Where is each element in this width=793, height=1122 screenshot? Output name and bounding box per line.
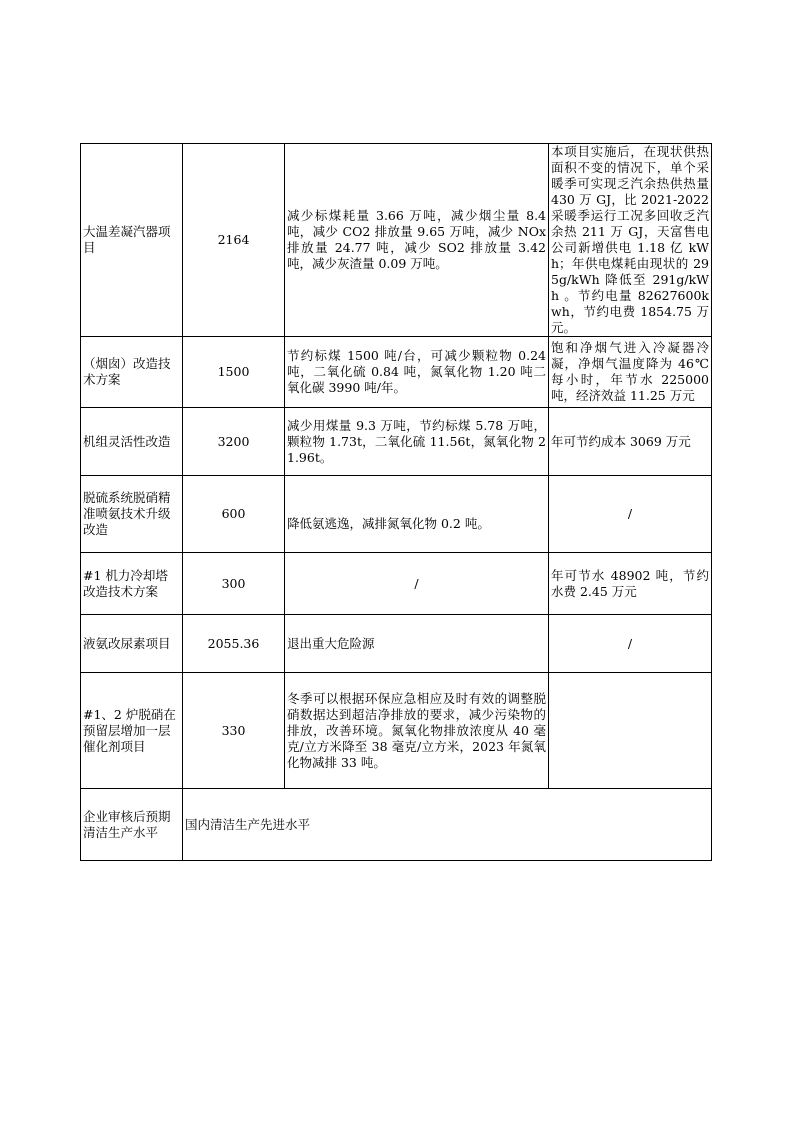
project-name: #1、2 炉脱硝在预留层增加一层催化剂项目 [81, 673, 183, 789]
table-row [81, 144, 712, 337]
investment-value: 3200 [183, 408, 285, 476]
summary-value: 国内清洁生产先进水平 [183, 789, 712, 861]
investment-value: 2055.36 [183, 615, 285, 673]
project-name: 液氨改尿素项目 [81, 615, 183, 673]
economic-benefit: 年可节水 48902 吨，节约水费 2.45 万元 [549, 553, 712, 615]
project-name: #1 机力冷却塔改造技术方案 [81, 553, 183, 615]
investment-value: 300 [183, 553, 285, 615]
project-name: 机组灵活性改造 [81, 408, 183, 476]
environmental-benefit: 退出重大危险源 [285, 615, 549, 673]
project-name: 大温差凝汽器项目 [81, 144, 183, 337]
environmental-benefit: 减少用煤量 9.3 万吨，节约标煤 5.78 万吨，颗粒物 1.73t，二氧化硫 11.56t，氮氧化物 21.96t。 [285, 408, 549, 476]
environmental-benefit: 节约标煤 1500 吨/台，可减少颗粒物 0.24 吨，二氧化硫 0.84 吨，氮氧化物 1.20 吨二氧化碳 3990 吨/年。 [285, 337, 549, 408]
investment-value: 1500 [183, 337, 285, 408]
environmental-benefit: 减少标煤耗量 3.66 万吨，减少烟尘量 8.4 吨，减少 CO2 排放量 9.65 万吨，减少 NOx 排放量 24.77 吨，减少 SO2 排放量 3.42 吨，减少灰渣量 0.09 万吨。 [285, 144, 549, 337]
summary-label: 企业审核后预期清洁生产水平 [81, 789, 183, 861]
table-row [81, 408, 712, 476]
economic-benefit: 年可节约成本 3069 万元 [549, 408, 712, 476]
table-row [81, 553, 712, 615]
economic-benefit: / [549, 615, 712, 673]
table-row [81, 615, 712, 673]
project-name: （烟囱）改造技术方案 [81, 337, 183, 408]
project-name: 脱硫系统脱硝精准喷氨技术升级改造 [81, 476, 183, 553]
table-row [81, 337, 712, 408]
environmental-benefit: 冬季可以根据环保应急相应及时有效的调整脱硝数据达到超洁净排放的要求，减少污染物的排放，改善环境。氮氧化物排放浓度从 40 毫克/立方米降至 38 毫克/立方米，2023 年氮氧化物减排 33 吨。 [285, 673, 549, 789]
economic-benefit: 饱和净烟气进入冷凝器冷凝，净烟气温度降为 46℃每小时，年节水 225000 吨，经济效益 11.25 万元 [549, 337, 712, 408]
investment-value: 2164 [183, 144, 285, 337]
table-row [81, 789, 712, 861]
environmental-benefit: 降低氨逃逸，减排氮氧化物 0.2 吨。 [285, 476, 549, 553]
environmental-benefit: / [285, 553, 549, 615]
economic-benefit [549, 673, 712, 789]
economic-benefit: / [549, 476, 712, 553]
investment-value: 330 [183, 673, 285, 789]
table-row [81, 673, 712, 789]
investment-value: 600 [183, 476, 285, 553]
project-table [80, 143, 712, 861]
economic-benefit: 本项目实施后，在现状供热面积不变的情况下，单个采暖季可实现乏汽余热供热量 430 万 GJ，比 2021-2022 采暖季运行工况多回收乏汽余热 211 万 GJ，天富售电公司新增供电 1.18 亿 kWh；年供电煤耗由现状的 295g/kWh 降低至 291g/kWh 。节约电量 82627600kwh，节约电费 1854.75 万元。 [549, 144, 712, 337]
table-row [81, 476, 712, 553]
